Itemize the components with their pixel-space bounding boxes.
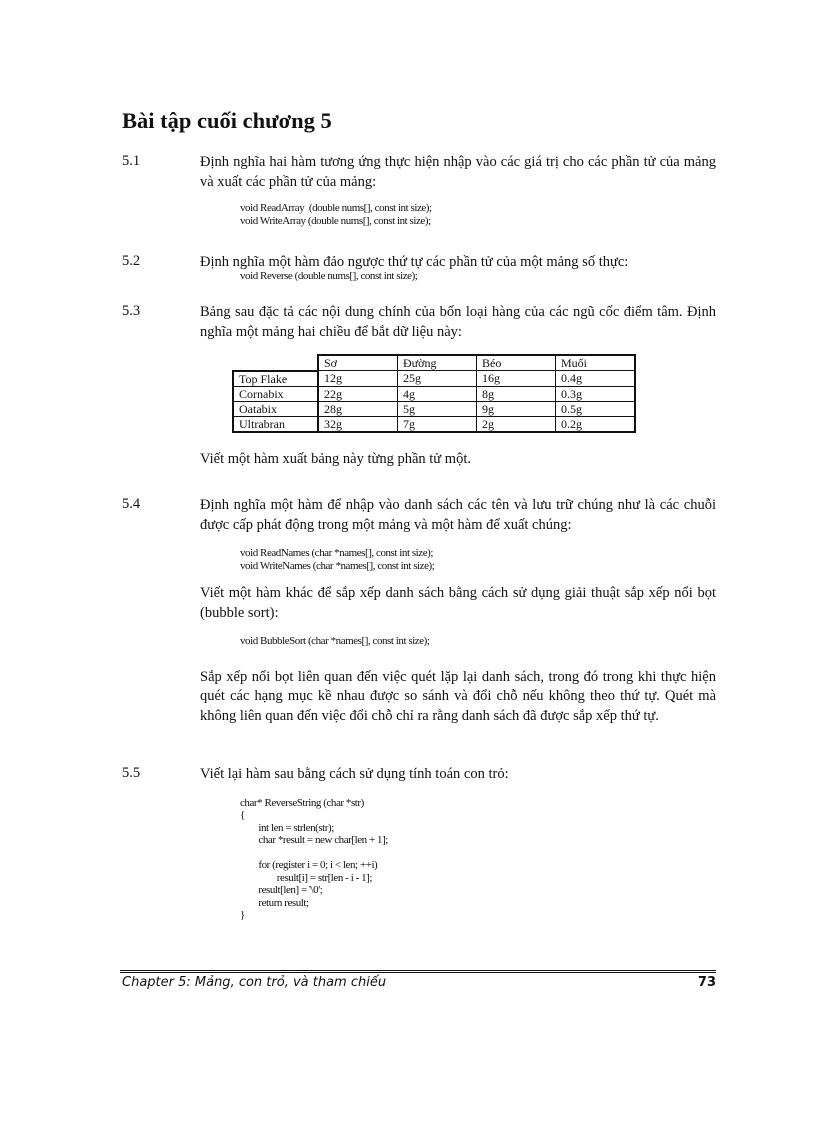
table-cell: 25g <box>398 371 477 387</box>
table-cell: 28g <box>318 401 398 416</box>
table-cell: 32g <box>318 416 398 432</box>
exercise-number: 5.3 <box>122 303 141 319</box>
exercise-5-1 <box>122 153 716 227</box>
exercise-text-3: Sắp xếp nổi bọt liên quan đến việc quét lặp lại danh sách, trong đó trong khi thực hiện quét các hạng mục kề nhau được so sánh và đổi chỗ nếu không theo thứ tự. Quét mà không liên quan đến việc đổi chỗ chỉ ra rằng danh sách đã được sắp xếp thứ tự. <box>200 668 716 724</box>
exercise-text-2: Viết một hàm khác để sắp xếp danh sách bằng cách sử dụng giải thuật sắp xếp nổi bọt (bubble sort): <box>200 585 716 621</box>
table-cell: 0.4g <box>556 371 636 387</box>
exercise-5-5 <box>122 765 716 922</box>
table-cell: 5g <box>398 401 477 416</box>
table-header: Sơ <box>318 355 398 371</box>
code-block: void Reverse (double nums[], const int size); <box>240 269 418 282</box>
code-block: void ReadNames (char *names[], const int size); void WriteNames (char *names[], const int size); <box>240 547 435 572</box>
exercise-text-after: Viết một hàm xuất bảng này từng phần tử một. <box>200 450 471 467</box>
code-block: char* ReverseString (char *str) { int len = strlen(str); char *result = new char[len + 1]; for (register i = 0; i < len; ++i) result[i] = str[len - i - 1]; result[len] = '\0'; return result; } <box>240 796 388 921</box>
table-cell: 8g <box>477 386 556 401</box>
exercise-number: 5.4 <box>122 496 141 512</box>
table-cell: 0.5g <box>556 401 636 416</box>
table-cell: 16g <box>477 371 556 387</box>
table-header: Đường <box>398 355 477 371</box>
table-cell: 12g <box>318 371 398 387</box>
table-row <box>233 386 635 401</box>
row-label: Oatabix <box>233 401 318 416</box>
exercise-number: 5.1 <box>122 153 141 169</box>
code-block: void BubbleSort (char *names[], const int size); <box>240 635 430 647</box>
exercise-text: Định nghĩa một hàm để nhập vào danh sách các tên và lưu trữ chúng như là các chuỗi được cấp phát động trong một mảng và một hàm để xuất chúng: <box>200 497 716 533</box>
cereal-table <box>232 354 636 433</box>
table-cell: 4g <box>398 386 477 401</box>
table-cell: 22g <box>318 386 398 401</box>
table-header: Béo <box>477 355 556 371</box>
footer-chapter: Chapter 5: Mảng, con trỏ, và tham chiếu <box>122 975 387 990</box>
table-row <box>233 416 635 432</box>
exercise-text: Định nghĩa một hàm đảo ngược thứ tự các phần tử của một mảng số thực: <box>200 254 629 270</box>
table-corner <box>233 355 318 371</box>
row-label: Ultrabran <box>233 416 318 432</box>
exercise-5-3 <box>122 303 716 469</box>
exercise-number: 5.2 <box>122 253 141 269</box>
table-row <box>233 371 635 387</box>
exercise-number: 5.5 <box>122 765 141 781</box>
page-number: 73 <box>697 975 716 990</box>
table-cell: 2g <box>477 416 556 432</box>
table-cell: 0.2g <box>556 416 636 432</box>
exercise-text: Viết lại hàm sau bằng cách sử dụng tính toán con trỏ: <box>200 766 509 782</box>
page-title: Bài tập cuối chương 5 <box>122 108 332 133</box>
table-cell: 0.3g <box>556 386 636 401</box>
table-header: Muối <box>556 355 636 371</box>
code-block: void ReadArray (double nums[], const int size); void WriteArray (double nums[], const int size); <box>240 202 432 227</box>
exercise-text: Định nghĩa hai hàm tương ứng thực hiện nhập vào các giá trị cho các phần tử của mảng và xuất các phần tử của mảng: <box>200 154 716 190</box>
row-label: Top Flake <box>233 371 318 387</box>
table-cell: 7g <box>398 416 477 432</box>
row-label: Cornabix <box>233 386 318 401</box>
exercise-5-4 <box>122 496 716 726</box>
exercise-text: Bảng sau đặc tả các nội dung chính của bốn loại hàng của các ngũ cốc điểm tâm. Định nghĩa một mảng hai chiều để bắt dữ liệu này: <box>200 304 716 340</box>
table-row <box>233 401 635 416</box>
table-cell: 9g <box>477 401 556 416</box>
exercise-5-2 <box>122 253 716 282</box>
footer-divider <box>120 970 716 973</box>
